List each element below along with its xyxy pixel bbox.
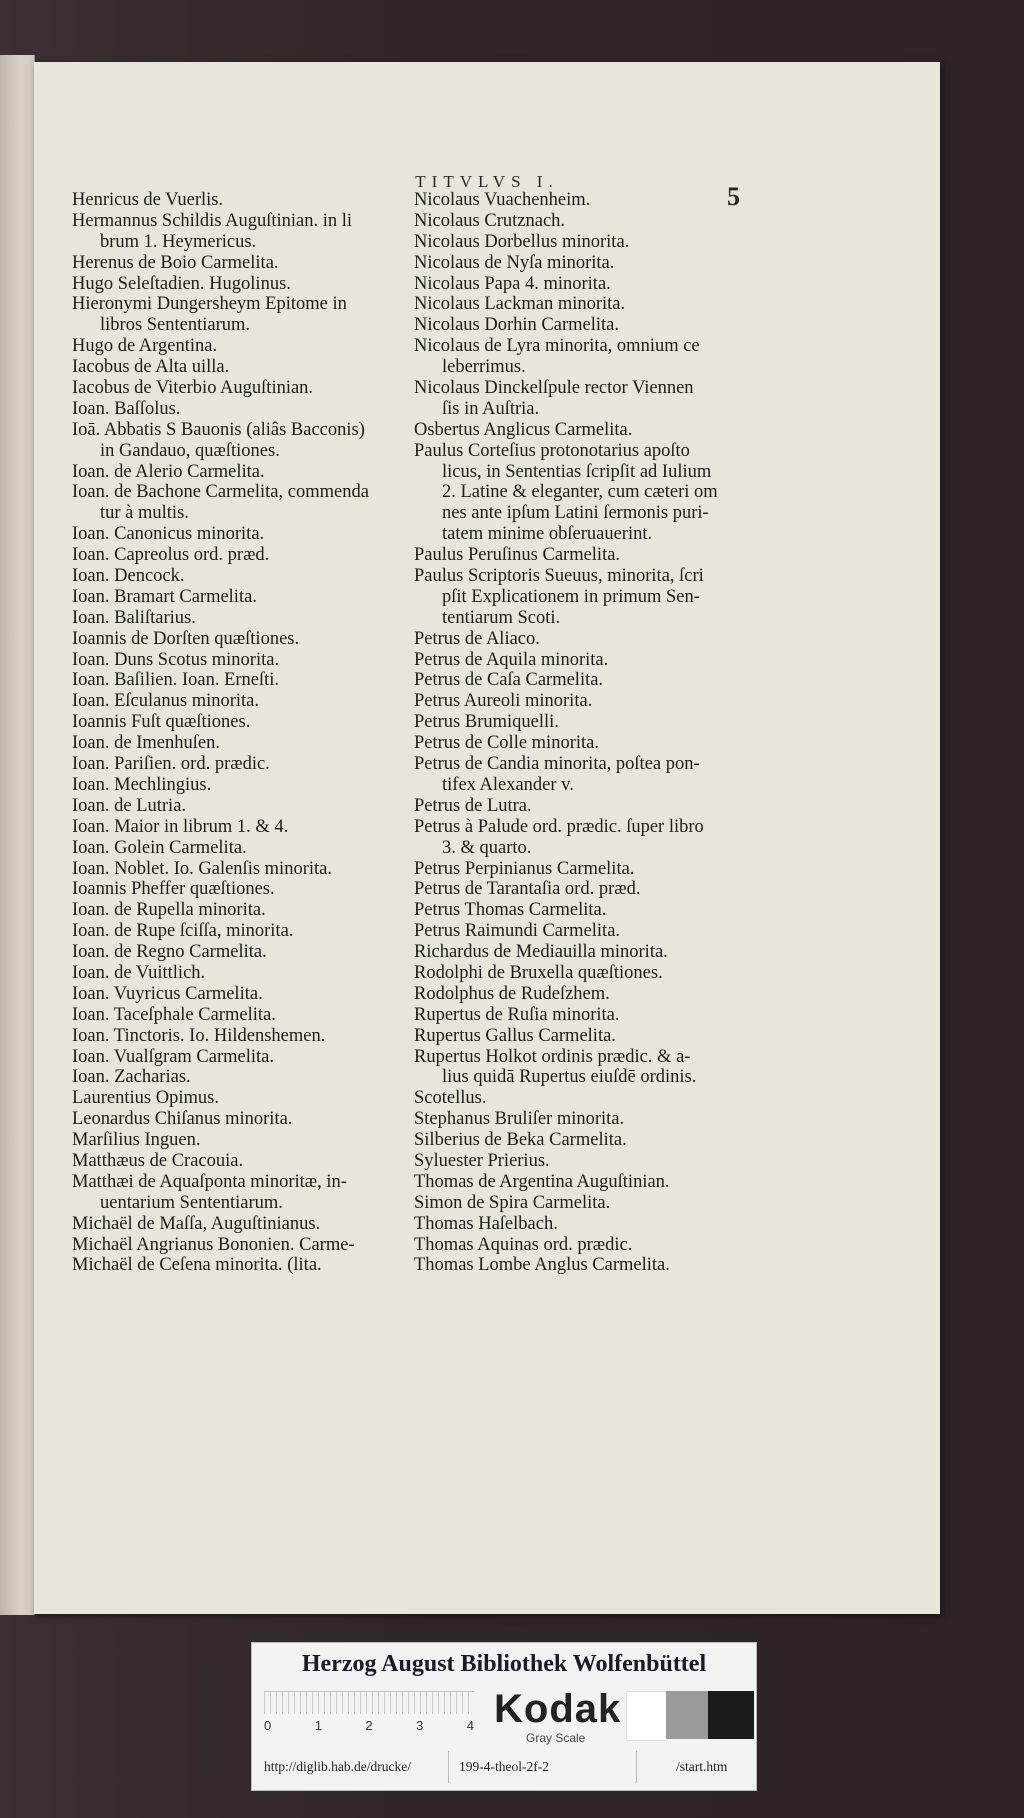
entry-line: Matthæi de Aquaſponta minoritæ, in- (72, 1171, 347, 1192)
ruler-number: 1 (314, 1718, 322, 1733)
entry-line: Nicolaus Vuachenheim. (414, 190, 591, 210)
entry-line: Michaël Angrianus Bononien. Carme- (72, 1234, 355, 1255)
entry-line: Richardus de Mediauilla minorita. (414, 942, 668, 963)
book-page (34, 62, 940, 1614)
entry-line: Ioan. Capreolus ord. præd. (72, 545, 270, 566)
entry-line: Paulus Scriptoris Sueuus, minorita, ſcri (414, 566, 704, 587)
entry-line: Nicolaus Dinckelſpule rector Viennen (414, 378, 694, 399)
entry-line: Petrus de Aquila minorita. (414, 649, 609, 670)
entry-line: pſit Explicationem in primum Sen- (442, 586, 700, 607)
entry-line: Leonardus Chiſanus minorita. (72, 1109, 293, 1130)
entry-line: Petrus Thomas Carmelita. (414, 900, 607, 921)
entry-line: Petrus Raimundi Carmelita. (414, 921, 621, 942)
entry-line: Ioan. Vualſgram Carmelita. (72, 1046, 274, 1067)
right-column (414, 190, 784, 1276)
entry-line: Rodolphus de Rudeſzhem. (414, 983, 610, 1004)
entry-line: ſis in Auſtria. (442, 398, 540, 419)
entry-line: Ioannis Pheffer quæſtiones. (72, 879, 275, 900)
entry-line: Iacobus de Alta uilla. (72, 357, 230, 378)
entry-line: Rupertus de Ruſia minorita. (414, 1004, 620, 1025)
entry-line: tentiarum Scoti. (442, 607, 561, 628)
entry-line: Ioan. Baſſolus. (72, 398, 181, 419)
entry-line: Nicolaus Lackman minorita. (414, 294, 626, 315)
entry-line: licus, in Sententias ſcripſit ad Iulium (442, 461, 712, 482)
entry-line: Petrus à Palude ord. prædic. ſuper libro (414, 816, 704, 837)
black-patch (708, 1691, 754, 1739)
entry-line: Ioan. Canonicus minorita. (72, 524, 265, 545)
entry-line: Ioan. de Regno Carmelita. (72, 942, 267, 963)
entry-line: Nicolaus Dorbellus minorita. (414, 231, 630, 252)
entry-line: Marſilius Inguen. (72, 1130, 201, 1151)
entry-line: Rodolphi de Bruxella quæſtiones. (414, 962, 663, 983)
entry-line: Stephanus Bruliſer minorita. (414, 1109, 625, 1130)
ruler-numbers (264, 1718, 474, 1733)
entry-line: Hieronymi Dungersheym Epitome in (72, 294, 347, 315)
entry-line: Ioan. Dencock. (72, 566, 185, 587)
entry-line: Paulus Corteſius protonotarius apoſto (414, 440, 690, 461)
entry-line: Matthæus de Cracouia. (72, 1150, 244, 1171)
entry-line: tatem minime obſeruauerint. (442, 524, 653, 545)
shelfmark: 199-4-theol-2f-2 (459, 1759, 549, 1774)
entry-line: Herenus de Boio Carmelita. (72, 252, 279, 273)
entry-line: Ioan. Baliſtarius. (72, 607, 196, 628)
entry-line: Nicolaus Papa 4. minorita. (414, 273, 611, 294)
entry-line: Henricus de Vuerlis. (72, 190, 224, 210)
entry-line: Ioan. Pariſien. ord. prædic. (72, 754, 270, 775)
entry-line: 3. & quarto. (442, 837, 532, 858)
entry-line: Ioan. Vuyricus Carmelita. (72, 983, 263, 1004)
entry-line: Silberius de Beka Carmelita. (414, 1130, 627, 1151)
running-head: TITVLVS I. (415, 172, 559, 191)
divider (448, 1751, 449, 1783)
entry-line: Nicolaus de Nyſa minorita. (414, 252, 615, 273)
entry-line: 2. Latine & eleganter, cum cæteri om (442, 482, 718, 503)
entry-line: Thomas de Argentina Auguſtinian. (414, 1171, 670, 1192)
entry-line: Ioan. Maior in librum 1. & 4. (72, 816, 289, 837)
ruler-number: 0 (264, 1718, 272, 1733)
folio-number: 5 (727, 182, 740, 211)
divider (636, 1751, 637, 1783)
entry-line: tur à multis. (100, 503, 189, 524)
scale-row (264, 1687, 744, 1747)
entry-line: Iacobus de Viterbio Auguſtinian. (72, 378, 314, 399)
grayscale-label: Gray Scale (526, 1731, 586, 1745)
entry-line: Hugo Seleſtadien. Hugolinus. (72, 273, 291, 294)
entry-line: Ioan. de Rupe ſciſſa, minorita. (72, 921, 294, 942)
entry-line: Petrus Perpinianus Carmelita. (414, 858, 635, 879)
page-file: /start.htm (676, 1759, 728, 1774)
entry-line: Ioan. Tinctoris. Io. Hildenshemen. (72, 1025, 326, 1046)
entry-line: Ioan. Taceſphale Carmelita. (72, 1004, 276, 1025)
entry-line: Ioan. Baſilien. Ioan. Erneſti. (72, 670, 280, 691)
entry-line: Rupertus Gallus Carmelita. (414, 1025, 616, 1046)
source-url: http://diglib.hab.de/drucke/ (264, 1759, 411, 1774)
kodak-logo: Kodak (494, 1687, 622, 1731)
entry-line: Osbertus Anglicus Carmelita. (414, 419, 633, 440)
entry-line: in Gandauo, quæſtiones. (100, 440, 280, 461)
entry-line: lius quidā Rupertus eiuſdē ordinis. (442, 1067, 697, 1088)
entry-line: Ioannis de Dorſten quæſtiones. (72, 628, 300, 649)
entry-line: Ioan. Noblet. Io. Galenſis minorita. (72, 858, 332, 879)
entry-line: Thomas Aquinas ord. prædic. (414, 1234, 633, 1255)
entry-line: Nicolaus de Lyra minorita, omnium ce (414, 336, 700, 357)
entry-line: Ioan. de Bachone Carmelita, commenda (72, 482, 369, 503)
library-name: Herzog August Bibliothek Wolfenbüttel (301, 1651, 707, 1677)
ruler-number: 3 (416, 1718, 424, 1733)
entry-line: Scotellus. (414, 1088, 487, 1109)
entry-line: Nicolaus Dorhin Carmelita. (414, 315, 619, 336)
entry-line: Petrus de Aliaco. (414, 628, 540, 649)
scan-target-card (251, 1642, 757, 1791)
entry-line: Paulus Peruſinus Carmelita. (414, 545, 621, 566)
entry-line: Ioannis Fuſt quæſtiones. (72, 712, 251, 733)
entry-line: Ioan. Duns Scotus minorita. (72, 649, 280, 670)
entry-line: Nicolaus Crutznach. (414, 210, 566, 231)
ruler-number: 4 (466, 1718, 474, 1733)
entry-line: Petrus de Caſa Carmelita. (414, 670, 604, 691)
entry-line: Ioan. Golein Carmelita. (72, 837, 247, 858)
entry-line: Petrus Aureoli minorita. (414, 691, 593, 712)
entry-line: Michaël de Maſſa, Auguſtinianus. (72, 1213, 321, 1234)
entry-line: Michaël de Ceſena minorita. (lita. (72, 1255, 322, 1276)
entry-line: Petrus de Colle minorita. (414, 733, 599, 754)
entry-line: leberrimus. (442, 357, 526, 378)
entry-line: Ioan. de Imenhuſen. (72, 733, 220, 754)
ruler (264, 1691, 474, 1714)
gray-patch (666, 1691, 708, 1739)
entry-line: Petrus de Tarantaſia ord. præd. (414, 879, 641, 900)
entry-line: Ioā. Abbatis S Bauonis (aliâs Bacconis) (72, 419, 365, 440)
entry-line: Laurentius Opimus. (72, 1088, 219, 1109)
entry-line: Ioan. de Rupella minorita. (72, 900, 266, 921)
entry-line: Ioan. Eſculanus minorita. (72, 691, 260, 712)
entry-line: Ioan. de Lutria. (72, 795, 187, 816)
entry-line: Ioan. Bramart Carmelita. (72, 586, 257, 607)
left-column (72, 190, 442, 1276)
adjacent-page-edge (0, 55, 35, 1615)
entry-line: Ioan. Mechlingius. (72, 774, 212, 795)
entry-line: Petrus Brumiquelli. (414, 712, 559, 733)
entry-line: Ioan. de Vuittlich. (72, 962, 206, 983)
entry-line: Simon de Spira Carmelita. (414, 1192, 611, 1213)
ruler-number: 2 (365, 1718, 373, 1733)
entry-line: Thomas Haſelbach. (414, 1213, 558, 1234)
entry-line: Petrus de Candia minorita, poſtea pon- (414, 754, 700, 775)
entry-line: Rupertus Holkot ordinis prædic. & a- (414, 1046, 691, 1067)
entry-line: brum 1. Heymericus. (100, 231, 257, 252)
entry-line: Syluester Prierius. (414, 1150, 550, 1171)
white-patch (626, 1691, 668, 1741)
entry-line: Thomas Lombe Anglus Carmelita. (414, 1255, 670, 1276)
entry-line: Hugo de Argentina. (72, 336, 218, 357)
entry-line: uentarium Sententiarum. (100, 1192, 283, 1213)
entry-line: nes ante ipſum Latini ſermonis puri- (442, 503, 709, 524)
entry-line: Ioan. Zacharias. (72, 1067, 191, 1088)
entry-line: Ioan. de Alerio Carmelita. (72, 461, 265, 482)
entry-line: libros Sententiarum. (100, 315, 251, 336)
entry-line: Petrus de Lutra. (414, 795, 532, 816)
entry-line: tifex Alexander v. (442, 774, 574, 795)
entry-line: Hermannus Schildis Auguſtinian. in li (72, 210, 353, 231)
